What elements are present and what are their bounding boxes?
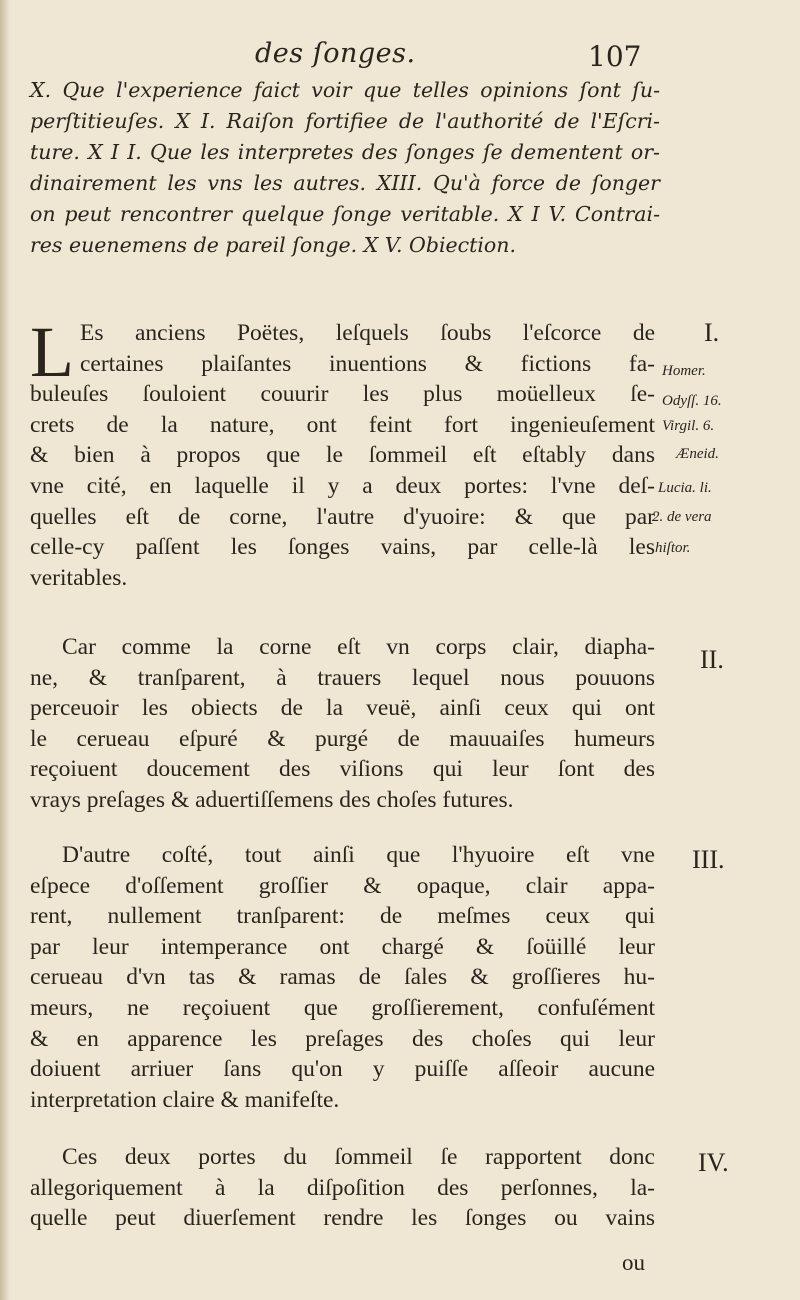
chapter-summary — [30, 75, 660, 261]
margin-numeral-4: IV. — [698, 1148, 729, 1177]
text-line: eſpece d'oſſement groſſier & opaque, clair appa- — [30, 872, 655, 899]
margin-note: Odyſſ. 16. — [662, 393, 722, 409]
text-line: veritables. — [30, 564, 128, 591]
margin-note: hiſtor. — [655, 540, 691, 556]
text-line: Es anciens Poëtes, leſquels ſoubs l'eſcorce de — [80, 320, 655, 346]
catchword: ou — [622, 1250, 645, 1275]
text-line: meurs, ne reçoiuent que groſſierement, confuſément — [30, 994, 655, 1021]
text-line: vrays preſages & aduertiſſemens des choſes futures. — [30, 786, 514, 813]
paragraph-4 — [30, 1142, 655, 1234]
margin-note: Virgil. 6. — [662, 418, 715, 434]
text-line: & bien à propos que le ſommeil eſt eſtably dans — [30, 442, 655, 469]
margin-numeral-3: III. — [692, 845, 725, 874]
margin-note: Æneid. — [676, 446, 719, 462]
text-line: perceuoir les obiects de la veuë, ainſi ceux qui ont — [30, 695, 655, 722]
summary-line: on peut rencontrer quelque ſonge veritable. X I V. Contrai- — [30, 202, 660, 226]
text-line: par leur intemperance ont chargé & ſoüillé leur — [30, 933, 655, 960]
text-line: & en apparence les preſages des choſes qui leur — [30, 1025, 655, 1052]
text-line: D'autre coſté, tout ainſi que l'hyuoire eſt vne — [62, 842, 655, 868]
text-line: Car comme la corne eſt vn corps clair, diapha- — [62, 634, 655, 660]
text-line: ne, & tranſparent, à trauers lequel nous pouuons — [30, 664, 655, 691]
summary-line: dinairement les vns les autres. XIII. Qu'à force de ſonger — [30, 171, 660, 195]
summary-line: perſtitieuſes. X I. Raiſon fortifiee de l'authorité de l'Eſcri- — [30, 109, 660, 133]
text-line: crets de la nature, ont feint fort ingenieuſement — [30, 411, 655, 438]
text-line: allegoriquement à la diſpoſition des perſonnes, la- — [30, 1174, 655, 1201]
text-line: vne cité, en laquelle il y a deux portes: l'vne deſ- — [30, 472, 655, 499]
text-line: buleuſes ſouloient couurir les plus moüelleux ſe- — [30, 381, 655, 408]
margin-note: Homer. — [662, 363, 706, 379]
drop-capital: L — [30, 312, 74, 392]
margin-numeral-1: I. — [704, 318, 720, 347]
text-line: doiuent arriuer ſans qu'on y puiſſe aſſeoir aucune — [30, 1056, 655, 1083]
margin-note: 2. de vera — [652, 509, 712, 525]
text-line: interpretation claire & manifeſte. — [30, 1086, 340, 1113]
summary-line: X. Que l'experience faict voir que telles opinions ſont ſu- — [30, 78, 660, 102]
running-header: des ſonges. — [255, 38, 416, 69]
text-line: certaines plaiſantes inuentions & fictions fa- — [80, 350, 655, 377]
text-line: Ces deux portes du ſommeil ſe rapportent donc — [62, 1144, 655, 1170]
margin-numeral-2: II. — [700, 645, 724, 674]
paragraph-3 — [30, 840, 655, 1115]
text-line: quelle peut diuerſement rendre les ſonges ou vains — [30, 1205, 655, 1232]
text-line: celle-cy paſſent les ſonges vains, par celle-là les — [30, 534, 655, 561]
page-gutter-shadow — [0, 0, 10, 1300]
page-number: 107 — [588, 40, 642, 73]
text-line: le cerueau eſpuré & purgé de mauuaiſes humeurs — [30, 725, 655, 752]
paragraph-2 — [30, 632, 655, 816]
summary-line: ture. X I I. Que les interpretes des ſonges ſe dementent or- — [30, 140, 660, 164]
text-line: quelles eſt de corne, l'autre d'yuoire: & que par — [30, 503, 655, 530]
summary-line: res euenemens de pareil ſonge. X V. Obiection. — [30, 233, 516, 257]
paragraph-1 — [30, 312, 655, 593]
text-line: rent, nullement tranſparent: de meſmes ceux qui — [30, 903, 655, 930]
margin-note: Lucia. li. — [658, 480, 712, 496]
text-line: reçoiuent doucement des viſions qui leur ſont des — [30, 756, 655, 783]
text-line: cerueau d'vn tas & ramas de ſales & groſſieres hu- — [30, 964, 655, 991]
